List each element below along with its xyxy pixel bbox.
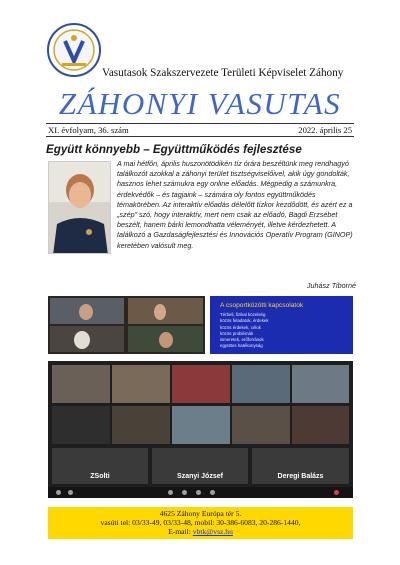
slide-bullet-list — [220, 312, 269, 350]
footer-email-label: E-mail: — [168, 527, 191, 536]
article-line: hasznos lehet számukra egy online előadás. Mégpedig a számunkra, — [117, 179, 338, 189]
slide-bullet: közös problémák — [220, 330, 254, 336]
participant-tile — [292, 365, 349, 403]
video-call-gallery — [48, 361, 353, 498]
participant-tile — [232, 406, 290, 444]
participant-tile — [52, 448, 148, 484]
meeting-screenshot-photo — [48, 296, 205, 354]
participant-name: Deregi Balázs — [277, 473, 324, 480]
participant-tile — [172, 365, 230, 403]
participant-tile — [252, 448, 349, 484]
article-line: A mai hétfőn, április huszonötödikén tíz órára beszéltünk meg rendhagyó — [117, 159, 349, 168]
participant-tile — [172, 406, 230, 444]
article-line: témakörében. Az interaktív előadás délelőtt tízkor kezdődött, és azért ez a — [117, 199, 353, 209]
participant-tile — [292, 406, 349, 444]
chat-icon — [182, 490, 187, 495]
participant-name: Szanyi József — [177, 473, 223, 480]
issue-number: XI. évfolyam, 36. szám — [48, 125, 129, 135]
leave-icon — [334, 490, 339, 495]
contact-footer — [48, 507, 353, 539]
share-screen-icon — [196, 490, 201, 495]
slide-bullet: közös érdekek, célok — [220, 324, 261, 330]
camera-icon — [68, 490, 73, 495]
article-title: Együtt könnyebb – Együttműködés fejlesztése — [46, 143, 302, 156]
article-line: találkozót azokkal a záhonyi terület tisztségviselőivel, akik úgy gondolták, — [117, 169, 350, 179]
participant-tile — [52, 365, 110, 403]
participant-tile — [112, 365, 170, 403]
slide-bullet: Térbeli, fizikai közelség — [220, 312, 266, 317]
issue-bar — [46, 123, 354, 137]
footer-email-line — [48, 527, 353, 536]
presentation-slide — [210, 296, 353, 354]
union-logo — [46, 22, 102, 78]
participant-name: ZSolti — [90, 473, 110, 480]
article-line: „szép” szó, hogy interaktív, mert nem csak az előadó, Bagdi Erzsébet — [117, 210, 338, 220]
participant-tile — [232, 365, 290, 403]
slide-bullet: együttes hatékonyság — [220, 343, 263, 349]
issue-date: 2022. április 25 — [298, 125, 352, 135]
article-author: Juhász Tiborné — [306, 281, 356, 290]
mic-icon — [56, 490, 61, 495]
masthead-title: ZÁHONYI VASUTAS — [58, 86, 342, 121]
organization-name: Vasutasok Szakszervezete Területi Képviselet Záhony — [102, 67, 344, 79]
article-line: keretében valósult meg. — [117, 240, 194, 250]
slide-bullet: ismeretek, erőforrások — [220, 337, 264, 343]
footer-address: 4625 Záhony Európa tér 5. — [159, 509, 242, 518]
article-line: érdekvédők – és tagjaink – számára oly fontos együttműködés — [117, 189, 316, 199]
participant-tile — [112, 406, 170, 444]
article-body — [117, 159, 357, 251]
record-icon — [210, 490, 215, 495]
slide-title: A csoportközötti kapcsolatok — [220, 302, 304, 309]
author-portrait — [48, 161, 111, 254]
video-call-toolbar — [48, 487, 353, 498]
participant-tile — [52, 406, 110, 444]
participants-icon — [168, 490, 173, 495]
article-line: beszélt, hanem bárki lemondhatta véleményét, illetve kérdezhetett. A — [117, 220, 337, 230]
footer-phones: vasúti tel: 03/33-49, 03/33-48, mobil: 30-386-6083, 20-286-1440, — [100, 518, 301, 527]
slide-bullet: közös feladatok, érdekek — [220, 318, 269, 324]
participant-tile — [152, 448, 248, 484]
article-line: találkozó a Gazdaságfejlesztési és Innovációs Operatív Program (GINOP) — [117, 230, 353, 240]
footer-email-link[interactable]: vbtk@vsz.hu — [192, 527, 233, 536]
